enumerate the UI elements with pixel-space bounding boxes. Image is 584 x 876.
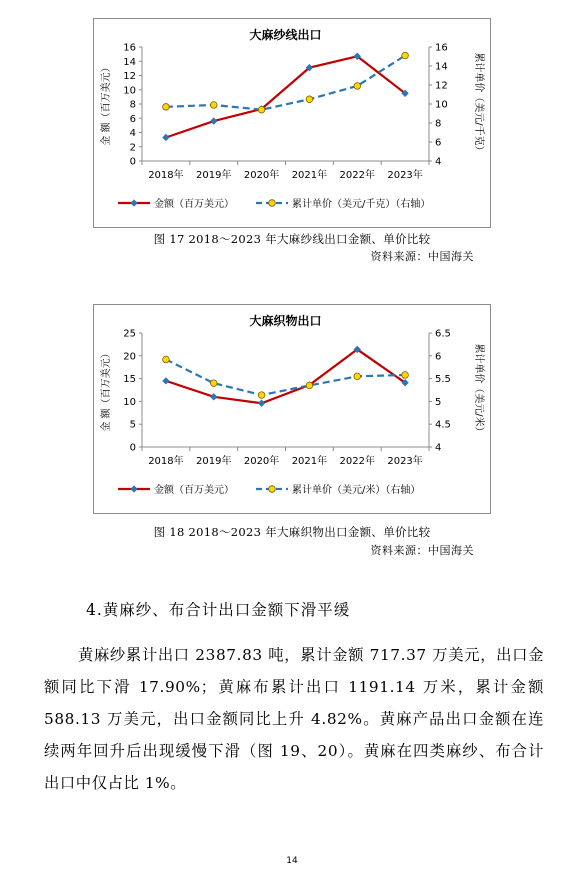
y-tick-label-right: 12: [435, 80, 448, 92]
y-tick-label-right: 14: [435, 61, 448, 73]
y-tick-label-left: 16: [123, 42, 136, 54]
x-tick-label: 2018年: [148, 456, 184, 467]
legend-amount-label: 金额（百万美元）: [154, 485, 234, 496]
unit-price-point: [210, 380, 217, 387]
figure-18-source: 资料来源：中国海关: [370, 544, 474, 557]
y-tick-label-right: 4: [435, 442, 442, 454]
unit-price-line: [166, 359, 405, 395]
y-tick-label-left: 15: [123, 374, 136, 386]
figure-17-caption: 图 17 2018～2023 年大麻纱线出口金额、单价比较: [153, 232, 431, 246]
unit-price-point: [163, 104, 170, 111]
y-tick-label-right: 5: [435, 396, 442, 408]
y-tick-label-left: 0: [129, 156, 136, 168]
amount-point: [258, 400, 265, 407]
y-tick-label-left: 14: [123, 56, 136, 68]
legend-price-label: 累计单价（美元/千克）（右轴）: [292, 199, 431, 210]
x-tick-label: 2019年: [196, 456, 232, 467]
amount-point: [210, 117, 217, 124]
y-axis-title-right: 累计单价（美元/千克）: [473, 52, 484, 156]
unit-price-line: [166, 56, 405, 110]
unit-price-point: [163, 356, 170, 363]
unit-price-point: [210, 102, 217, 109]
fabric-export-chart: [93, 304, 491, 514]
x-tick-label: 2023年: [387, 456, 423, 467]
unit-price-point: [306, 382, 313, 389]
y-tick-label-left: 25: [123, 328, 136, 340]
amount-line: [166, 56, 405, 137]
legend-price-label: 累计单价（美元/米）（右轴）: [292, 485, 421, 496]
y-tick-label-left: 2: [129, 142, 136, 154]
x-tick-label: 2020年: [243, 456, 280, 467]
legend-price-marker: [269, 486, 276, 493]
legend-amount-marker: [130, 485, 137, 492]
unit-price-point: [354, 83, 361, 90]
y-tick-label-left: 4: [129, 128, 136, 139]
y-axis-title-left: 金 额（百万美元）: [101, 348, 112, 432]
amount-point: [162, 134, 169, 141]
x-tick-label: 2022年: [339, 170, 375, 181]
figure-18-caption: 图 18 2018～2023 年大麻织物出口金额、单价比较: [153, 525, 431, 539]
legend-amount-marker: [130, 199, 137, 206]
y-tick-label-right: 6.5: [435, 328, 451, 340]
x-tick-label: 2023年: [387, 170, 423, 181]
x-tick-label: 2019年: [196, 170, 232, 181]
amount-point: [162, 377, 169, 384]
y-tick-label-left: 5: [129, 419, 136, 431]
y-tick-label-left: 10: [123, 396, 136, 408]
chart-title: 大麻纱线出口: [249, 28, 322, 42]
x-tick-label: 2022年: [339, 456, 375, 467]
y-tick-label-right: 4.5: [435, 419, 451, 431]
y-tick-label-left: 8: [129, 99, 136, 111]
x-tick-label: 2021年: [291, 456, 328, 467]
y-axis-title-left: 金 额（百万美元）: [101, 62, 112, 146]
yarn-export-chart: [93, 18, 491, 228]
y-tick-label-left: 12: [123, 71, 136, 82]
unit-price-point: [402, 372, 409, 379]
y-tick-label-right: 6: [435, 351, 442, 363]
unit-price-point: [258, 392, 265, 399]
body-paragraph: 黄麻纱累计出口 2387.83 吨，累计金额 717.37 万美元，出口金额同比下滑 17.90%；黄麻布累计出口 1191.14 万米，累计金额 588.13 万美元，出口金额同比上升 4.82%。黄麻产品出口金额在连续两年回升后出现缓慢下滑（图 19、20）。黄麻在四类麻纱、布合计出口中仅占比 1%。: [44, 646, 544, 792]
y-tick-label-left: 6: [129, 113, 136, 125]
y-tick-label-right: 16: [435, 42, 448, 54]
legend-amount-label: 金额（百万美元）: [154, 199, 234, 210]
x-tick-label: 2018年: [148, 170, 184, 181]
y-tick-label-right: 6: [435, 137, 442, 149]
figure-17-source: 资料来源：中国海关: [370, 250, 474, 263]
y-tick-label-right: 4: [435, 156, 442, 168]
y-tick-label-left: 20: [123, 351, 136, 363]
chart-title: 大麻织物出口: [249, 314, 322, 328]
legend-price-marker: [269, 200, 276, 207]
x-tick-label: 2021年: [291, 170, 328, 181]
y-axis-title-right: 累计单价（美元/米）: [473, 343, 484, 437]
section-heading: 4.黄麻纱、布合计出口金额下滑平缓: [86, 601, 351, 619]
y-tick-label-left: 10: [123, 85, 136, 97]
x-tick-label: 2020年: [243, 170, 280, 181]
y-tick-label-right: 10: [435, 99, 448, 111]
fabric-export-chart-svg: [94, 305, 490, 513]
y-tick-label-right: 8: [435, 118, 442, 130]
y-tick-label-left: 0: [129, 442, 136, 454]
page-number: 14: [286, 856, 298, 866]
y-tick-label-right: 5.5: [435, 374, 451, 386]
unit-price-point: [258, 106, 265, 113]
unit-price-point: [354, 373, 361, 380]
unit-price-point: [306, 96, 313, 103]
unit-price-point: [402, 52, 409, 59]
amount-point: [210, 393, 217, 400]
yarn-export-chart-svg: [94, 19, 490, 227]
